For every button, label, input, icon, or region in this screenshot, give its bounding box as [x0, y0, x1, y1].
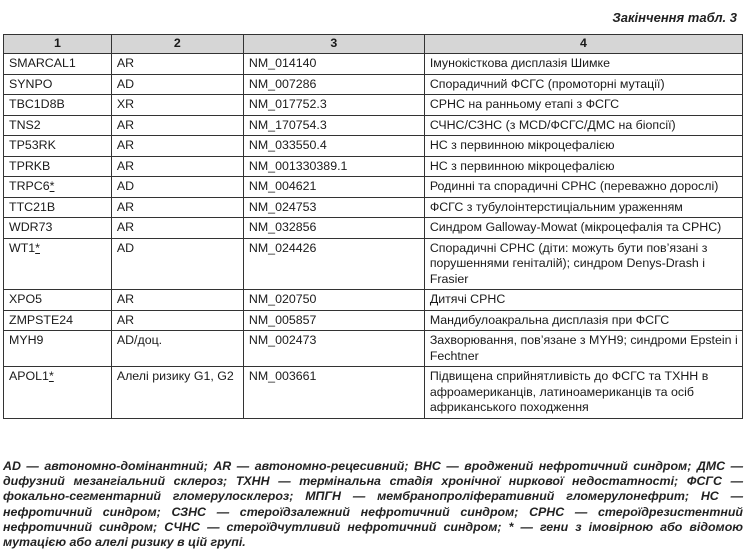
inheritance-cell: AR: [111, 54, 243, 75]
gene-name: TRPC6: [9, 179, 50, 193]
gene-name: WT1: [9, 240, 36, 255]
inheritance-cell: AR: [111, 290, 243, 311]
column-header-2: 2: [111, 35, 243, 54]
accession-cell: NM_024753: [243, 197, 424, 218]
phenotype-cell: Захворювання, пов’язане з MYH9; синдроми Epstein і Fechtner: [424, 331, 742, 367]
column-header-4: 4: [424, 35, 742, 54]
gene-cell: [4, 115, 112, 136]
inheritance-cell: AR: [111, 115, 243, 136]
gene-cell: [4, 74, 112, 95]
table-row: [4, 136, 743, 157]
gene-cell: [4, 54, 112, 75]
gene-name: TP53RK: [9, 138, 56, 152]
table-row: [4, 156, 743, 177]
gene-name: WDR73: [9, 220, 53, 234]
accession-cell: NM_003661: [243, 367, 424, 419]
table-row: [4, 331, 743, 367]
inheritance-cell: XR: [111, 95, 243, 116]
gene-name: TBC1D8B: [9, 97, 65, 111]
gene-name: SYNPO: [9, 76, 53, 91]
gene-cell: [4, 136, 112, 157]
phenotype-cell: Спорадичні СРНС (діти: можуть бути пов’язані з порушеннями геніталій); синдром Denys-Drash і Frasier: [424, 238, 742, 290]
accession-cell: NM_170754.3: [243, 115, 424, 136]
table-row: [4, 95, 743, 116]
phenotype-cell: Дитячі СРНС: [424, 290, 742, 311]
accession-cell: NM_001330389.1: [243, 156, 424, 177]
table-caption: Закінчення табл. 3: [612, 10, 737, 25]
accession-cell: NM_024426: [243, 238, 424, 290]
table-row: [4, 367, 743, 419]
gene-asterisk: *: [35, 240, 40, 255]
phenotype-cell: Родинні та спорадичні СРНС (переважно дорослі): [424, 177, 742, 198]
inheritance-cell: AR: [111, 156, 243, 177]
accession-cell: NM_020750: [243, 290, 424, 311]
inheritance-cell: AR: [111, 218, 243, 239]
column-header-1: 1: [4, 35, 112, 54]
header-row: [4, 35, 743, 54]
gene-cell: [4, 331, 112, 367]
phenotype-cell: Спорадичний ФСГС (промоторні мутації): [424, 74, 742, 95]
gene-cell: [4, 310, 112, 331]
phenotype-cell: ФСГС з тубулоінтерстиціальним ураженням: [424, 197, 742, 218]
gene-name: XPO5: [9, 292, 43, 306]
table-row: [4, 197, 743, 218]
inheritance-cell: AD/доц.: [111, 331, 243, 367]
gene-cell: [4, 177, 112, 198]
inheritance-cell: AR: [111, 310, 243, 331]
phenotype-cell: Мандибулоакральна дисплазія при ФСГС: [424, 310, 742, 331]
accession-cell: NM_014140: [243, 54, 424, 75]
gene-name: TNS2: [9, 117, 41, 132]
accession-cell: NM_005857: [243, 310, 424, 331]
accession-cell: NM_032856: [243, 218, 424, 239]
phenotype-cell: Синдром Galloway-Mowat (мікроцефалія та СРНС): [424, 218, 742, 239]
gene-asterisk: *: [48, 369, 54, 383]
table-row: [4, 54, 743, 75]
phenotype-cell: СРНС на ранньому етапі з ФСГС: [424, 95, 742, 116]
gene-cell: [4, 238, 112, 290]
gene-name: ZMPSTE24: [9, 312, 74, 327]
phenotype-cell: СЧНС/СЗНС (з MCD/ФСГС/ДМС на біопсії): [424, 115, 742, 136]
inheritance-cell: AD: [111, 74, 243, 95]
table-row: [4, 177, 743, 198]
gene-name: SMARCAL1: [9, 56, 76, 70]
gene-table: [3, 34, 743, 419]
phenotype-cell: Імунокісткова дисплазія Шимке: [424, 54, 742, 75]
table-row: [4, 115, 743, 136]
gene-name: TPRKB: [9, 158, 51, 173]
phenotype-cell: НС з первинною мікроцефалією: [424, 156, 742, 177]
gene-cell: [4, 197, 112, 218]
inheritance-cell: AD: [111, 238, 243, 290]
table-body: [4, 54, 743, 419]
gene-asterisk: *: [49, 179, 55, 193]
phenotype-cell: Підвищена сприйнятливість до ФСГС та ТХНН в афроамериканців, латиноамериканців та осіб африканського походження: [424, 367, 742, 419]
gene-cell: [4, 290, 112, 311]
inheritance-cell: AD: [111, 177, 243, 198]
gene-name: TTC21B: [9, 199, 56, 214]
phenotype-cell: НС з первинною мікроцефалією: [424, 136, 742, 157]
table-footnote: AD — автономно-домінантний; AR — автономно-рецесивний; ВНС — вроджений нефротичний синдром; ДМС — дифузний мезангіальний склероз; ТХНН — термінальна стадія хронічної ниркової недостатності; ФСГС — фокально-сегментарний гломерулосклероз; МПГН — мембранопроліферативний гломерулонефрит; НС — нефротичний синдром; СЗНС — стероїдзалежний нефротичний синдром; СРНС — стероїдрезистентний нефротичний синдром; СЧНС — стероїдчутливий нефротичний синдром; * — гени з імовірною або відомою мутацією або алелі ризику в цій групі.: [3, 459, 743, 550]
gene-cell: [4, 218, 112, 239]
table-row: [4, 74, 743, 95]
accession-cell: NM_033550.4: [243, 136, 424, 157]
table-row: [4, 218, 743, 239]
table-row: [4, 290, 743, 311]
gene-cell: [4, 367, 112, 419]
inheritance-cell: AR: [111, 136, 243, 157]
accession-cell: NM_002473: [243, 331, 424, 367]
gene-cell: [4, 156, 112, 177]
accession-cell: NM_007286: [243, 74, 424, 95]
accession-cell: NM_017752.3: [243, 95, 424, 116]
table-row: [4, 310, 743, 331]
inheritance-cell: Алелі ризику G1, G2: [111, 367, 243, 419]
column-header-3: 3: [243, 35, 424, 54]
accession-cell: NM_004621: [243, 177, 424, 198]
table-row: [4, 238, 743, 290]
gene-cell: [4, 95, 112, 116]
gene-name: MYH9: [9, 333, 44, 347]
gene-name: APOL1: [9, 369, 49, 383]
inheritance-cell: AR: [111, 197, 243, 218]
